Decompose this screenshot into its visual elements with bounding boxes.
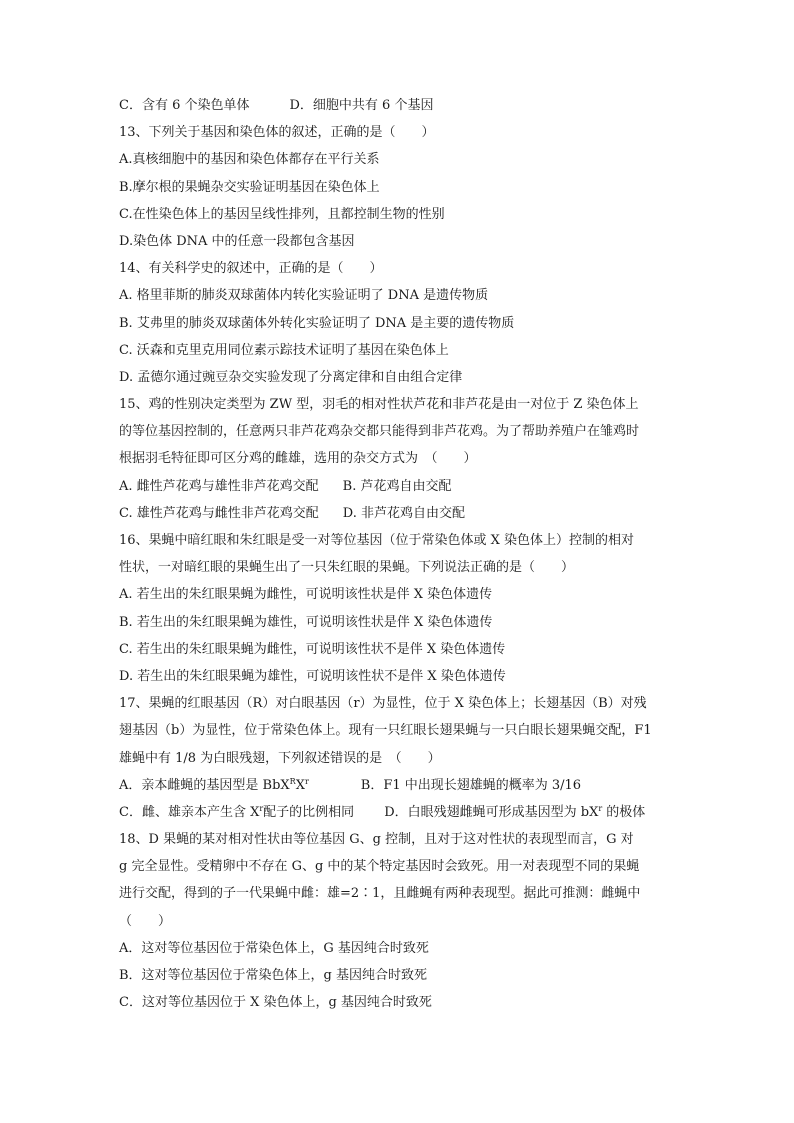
option-right: D．细胞中共有 6 个基因 xyxy=(289,98,434,113)
option-b: B．F1 中出现长翅雄蝇的概率为 3/16 xyxy=(360,777,582,793)
text-line: （ ） xyxy=(119,913,172,929)
option-a-text: X xyxy=(295,777,305,793)
text-line: B．这对等位基因位于常染色体上，g 基因纯合时致死 xyxy=(119,968,428,983)
superscript: r xyxy=(259,803,264,813)
text-line: C. 若生出的朱红眼果蝇为雌性，可说明该性状不是伴 X 染色体遗传 xyxy=(119,641,506,657)
superscript: r xyxy=(304,776,309,786)
option-a xyxy=(119,772,309,799)
text-line xyxy=(119,500,679,527)
text-line: 15、鸡的性别决定类型为 ZW 型，羽毛的相对性状芦花和非芦花是由一对位于 Z 染色体上 xyxy=(119,397,639,413)
text-line: C．这对等位基因位于 X 染色体上，g 基因纯合时致死 xyxy=(119,995,432,1011)
text-line xyxy=(119,473,679,500)
option-c-text: 配子的比例相同 xyxy=(263,804,355,820)
option-right: D. 非芦花鸡自由交配 xyxy=(342,505,465,521)
text-line: D.染色体 DNA 中的任意一段都包含基因 xyxy=(119,233,355,249)
text-line: 进行交配，得到的子一代果蝇中雌：雄=2∶1，且雌蝇有两种表现型。据此可推测：雌蝇中 xyxy=(119,886,641,902)
option-d xyxy=(384,799,645,826)
text-line: 性状，一对暗红眼的果蝇生出了一只朱红眼的果蝇。下列说法正确的是（ ） xyxy=(119,560,575,576)
option-left: C. 雄性芦花鸡与雌性非芦花鸡交配 xyxy=(119,505,319,521)
option-left: C．含有 6 个染色单体 xyxy=(119,98,250,113)
option-c-text: C．雌、雄亲本产生含 X xyxy=(119,804,260,820)
option-left: A. 雌性芦花鸡与雄性非芦花鸡交配 xyxy=(119,478,319,494)
text-line xyxy=(119,772,679,799)
option-d-text: 的极体 xyxy=(602,804,646,820)
text-line: g 完全显性。受精卵中不存在 G、g 中的某个特定基因时会致死。用一对表现型不同的果蝇 xyxy=(119,859,640,875)
text-line: B. 艾弗里的肺炎双球菌体外转化实验证明了 DNA 是主要的遗传物质 xyxy=(119,315,515,331)
text-line: 根据羽毛特征即可区分鸡的雌雄，选用的杂交方式为 （ ） xyxy=(119,451,477,467)
text-line: 17、果蝇的红眼基因（R）对白眼基因（r）为显性，位于 X 染色体上；长翅基因（B）对残 xyxy=(119,696,647,712)
superscript: r xyxy=(598,803,603,813)
text-line: D. 孟德尔通过豌豆杂交实验发现了分离定律和自由组合定律 xyxy=(119,369,463,385)
text-line: A. 若生出的朱红眼果蝇为雌性，可说明该性状是伴 X 染色体遗传 xyxy=(119,587,493,603)
text-line: 翅基因（b）为显性，位于常染色体上。现有一只红眼长翅果蝇与一只白眼长翅果蝇交配，F1 xyxy=(119,723,652,739)
text-line: 16、果蝇中暗红眼和朱红眼是受一对等位基因（位于常染色体或 X 染色体上）控制的相对 xyxy=(119,533,635,548)
text-line: 18、D 果蝇的某对相对性状由等位基因 G、g 控制，且对于这对性状的表现型而言，G 对 xyxy=(119,832,634,848)
option-right: B. 芦花鸡自由交配 xyxy=(342,478,452,494)
text-line xyxy=(119,799,679,826)
option-c xyxy=(119,799,354,826)
text-line: A．这对等位基因位于常染色体上，G 基因纯合时致死 xyxy=(119,940,429,956)
text-line: B. 若生出的朱红眼果蝇为雄性，可说明该性状是伴 X 染色体遗传 xyxy=(119,614,493,630)
text-line: 雄蝇中有 1/8 为白眼残翅，下列叙述错误的是 （ ） xyxy=(119,750,441,766)
superscript: R xyxy=(289,776,296,786)
option-a-text: A．亲本雌蝇的基因型是 BbX xyxy=(119,777,290,793)
text-line: C. 沃森和克里克用同位素示踪技术证明了基因在染色体上 xyxy=(119,342,449,358)
option-d-text: D．白眼残翅雌蝇可形成基因型为 bX xyxy=(384,804,599,820)
exam-content xyxy=(119,92,679,1016)
text-line: C.在性染色体上的基因呈线性排列，且都控制生物的性别 xyxy=(119,206,445,222)
text-line: 13、下列关于基因和染色体的叙述，正确的是（ ） xyxy=(119,125,435,141)
text-line: 的等位基因控制的，任意两只非芦花鸡杂交都只能得到非芦花鸡。为了帮助养殖户在雏鸡时 xyxy=(119,424,640,440)
text-line xyxy=(119,92,679,119)
text-line: B.摩尔根的果蝇杂交实验证明基因在染色体上 xyxy=(119,179,380,195)
text-line: A. 格里菲斯的肺炎双球菌体内转化实验证明了 DNA 是遗传物质 xyxy=(119,288,489,304)
text-line: A.真核细胞中的基因和染色体都存在平行关系 xyxy=(119,152,380,168)
text-line: 14、有关科学史的叙述中，正确的是（ ） xyxy=(119,261,383,277)
text-line: D. 若生出的朱红眼果蝇为雄性，可说明该性状不是伴 X 染色体遗传 xyxy=(119,668,506,684)
